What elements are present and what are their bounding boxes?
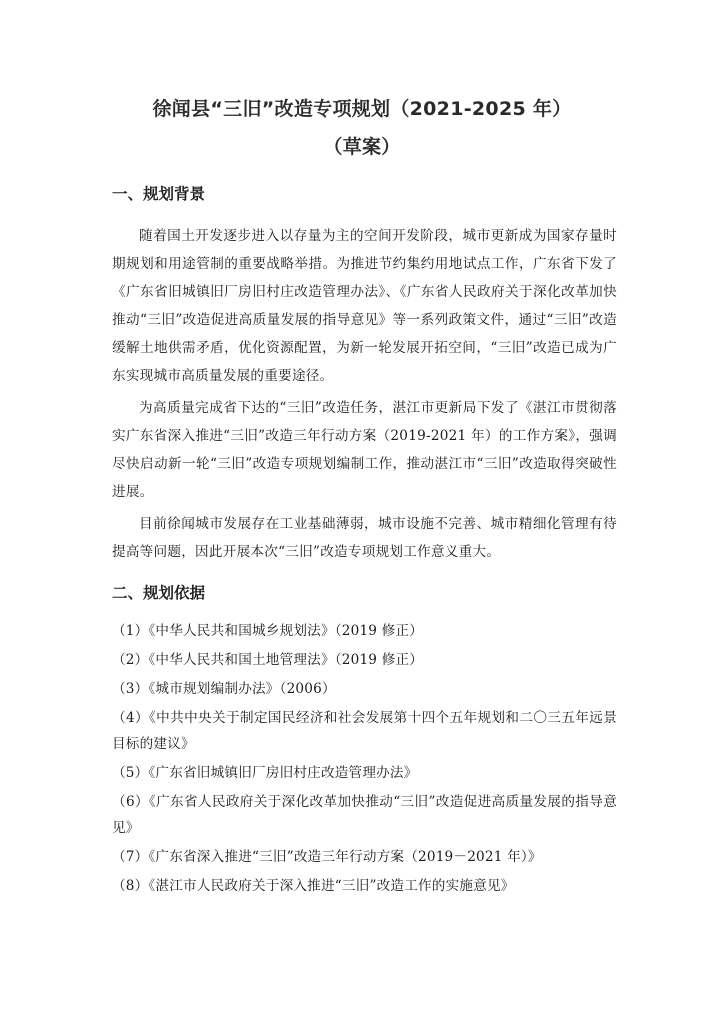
section-heading-basis: 二、规划依据 bbox=[112, 584, 206, 602]
list-item: （7）《广东省深入推进“三旧”改造三年行动方案（2019－2021 年）》 bbox=[112, 849, 542, 865]
section-heading-background: 一、规划背景 bbox=[112, 185, 206, 203]
list-item: （8）《湛江市人民政府关于深入推进“三旧”改造工作的实施意见》 bbox=[112, 878, 515, 894]
list-item: （3）《城市规划编制办法》（2006） bbox=[112, 681, 336, 697]
list-item: （1）《中华人民共和国城乡规划法》（2019 修正） bbox=[112, 623, 424, 639]
paragraph: 随着国土开发逐步进入以存量为主的空间开发阶段，城市更新成为国家存量时期规划和用途管制的重要战略举措。为推进节约集约用地试点工作，广东省下发了《广东省旧城镇旧厂房旧村庄改造管理办法》、《广东省人民政府关于深化改革加快推动“三旧”改造促进高质量发展的指导意见》等一系列政策文件，通过“三旧”改造缓解土地供需矛盾，优化资源配置，为新一轮发展开拓空间，“三旧”改造已成为广东实现城市高质量发展的重要途径。 bbox=[112, 228, 617, 384]
list-item: （2）《中华人民共和国土地管理法》（2019 修正） bbox=[112, 652, 424, 668]
paragraph: 目前徐闻城市发展存在工业基础薄弱，城市设施不完善、城市精细化管理有待提高等问题，因此开展本次“三旧”改造专项规划工作意义重大。 bbox=[112, 516, 617, 560]
basis-list bbox=[112, 618, 617, 902]
document-title: 徐闻县“三旧”改造专项规划（2021-2025 年） bbox=[152, 98, 572, 120]
list-item: （4）《中共中央关于制定国民经济和社会发展第十四个五年规划和二〇三五年远景目标的建议》 bbox=[112, 710, 617, 752]
paragraph: 为高质量完成省下达的“三旧”改造任务，湛江市更新局下发了《湛江市贯彻落实广东省深入推进“三旧”改造三年行动方案（2019-2021 年）的工作方案》，强调尽快启动新一轮“三旧”改造专项规划编制工作，推动湛江市“三旧”改造取得突破性进展。 bbox=[112, 400, 617, 500]
document-subtitle: （草案） bbox=[323, 136, 401, 158]
list-item: （5）《广东省旧城镇旧厂房旧村庄改造管理办法》 bbox=[112, 765, 418, 781]
list-item: （6）《广东省人民政府关于深化改革加快推动“三旧”改造促进高质量发展的指导意见》 bbox=[112, 794, 617, 836]
